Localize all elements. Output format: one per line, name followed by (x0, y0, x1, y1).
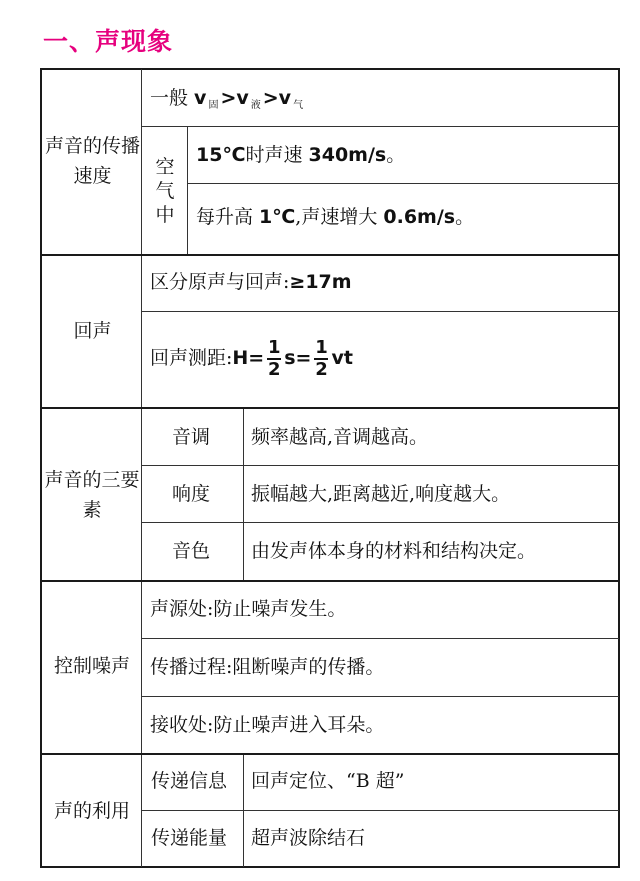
echo-ranging-row (150, 337, 353, 380)
row-separator (188, 183, 619, 184)
row-separator (142, 638, 619, 639)
section-separator (41, 580, 619, 582)
air-speed-row (196, 146, 405, 165)
element-name: 音色 (172, 540, 211, 562)
category-uses: 声的利用 (53, 800, 130, 822)
air-increase-row (196, 208, 474, 227)
v-symbol: v (278, 87, 292, 109)
formula-h: H= (232, 347, 265, 369)
element-name: 音调 (172, 426, 211, 448)
row-separator (142, 696, 619, 697)
use-name: 传递能量 (151, 827, 228, 849)
section-heading: 一、声现象 (43, 27, 174, 56)
noise-row: 传播过程:阻断噪声的传播。 (150, 656, 385, 678)
greater-than: > (262, 87, 279, 109)
increase-value: 0.6m/s (383, 206, 456, 228)
element-name: 响度 (172, 483, 211, 505)
category-noise: 控制噪声 (53, 655, 130, 677)
distinguish-text: 区分原声与回声: (150, 271, 290, 293)
fraction-numerator: 1 (267, 337, 281, 358)
row-separator (142, 522, 619, 523)
subscript-solid: 固 (208, 100, 219, 111)
row-separator (142, 810, 619, 811)
sub-divider (243, 409, 244, 580)
period: 。 (386, 144, 406, 166)
v-symbol: v (194, 87, 207, 109)
row-separator (142, 465, 619, 466)
distinguish-value: ≥17m (289, 271, 352, 293)
element-desc: 频率越高,音调越高。 (251, 426, 429, 448)
echo-distinguish-row (150, 273, 352, 292)
temperature-value: 15℃ (196, 144, 246, 166)
period: 。 (455, 206, 475, 228)
noise-row: 声源处:防止噪声发生。 (150, 598, 347, 620)
noise-row: 接收处:防止噪声进入耳朵。 (150, 714, 385, 736)
use-name: 传递信息 (151, 770, 228, 792)
subscript-liquid: 液 (250, 100, 261, 111)
element-desc: 由发声体本身的材料和结构决定。 (251, 540, 537, 562)
general-label: 一般 (150, 87, 195, 109)
subscript-gas: 气 (293, 100, 304, 111)
element-desc: 振幅越大,距离越近,响度越大。 (251, 483, 511, 505)
section-separator (41, 254, 619, 256)
fraction-numerator: 1 (315, 337, 328, 358)
sub-divider (243, 755, 244, 867)
sub-divider (187, 127, 188, 254)
use-desc: 超声波除结石 (251, 827, 366, 849)
fraction-denominator: 2 (315, 359, 328, 380)
category-echo: 回声 (73, 320, 112, 342)
increase-prefix: 每升高 (196, 206, 260, 228)
row-separator (142, 311, 619, 312)
speed-value: 340m/s (308, 144, 387, 166)
fraction-half (267, 338, 281, 380)
fraction-half (314, 338, 328, 380)
use-desc: 回声定位、“B 超” (251, 770, 405, 792)
air-speed-text: 时声速 (245, 144, 309, 166)
category-speed: 声音的传播速度 (45, 135, 141, 187)
section-separator (41, 753, 619, 755)
formula-vt: vt (331, 347, 353, 369)
row-separator (142, 126, 619, 127)
increase-mid: ,声速增大 (295, 206, 384, 228)
formula-s: s= (284, 347, 312, 369)
temperature-step: 1℃ (259, 206, 296, 228)
greater-than: > (220, 87, 237, 109)
ranging-text: 回声测距: (150, 347, 233, 369)
air-label: 空气中 (155, 156, 175, 226)
fraction-denominator: 2 (267, 359, 281, 380)
v-symbol: v (236, 87, 249, 109)
category-elements: 声音的三要素 (44, 469, 140, 521)
speed-general-row (150, 87, 305, 111)
section-separator (41, 407, 619, 409)
